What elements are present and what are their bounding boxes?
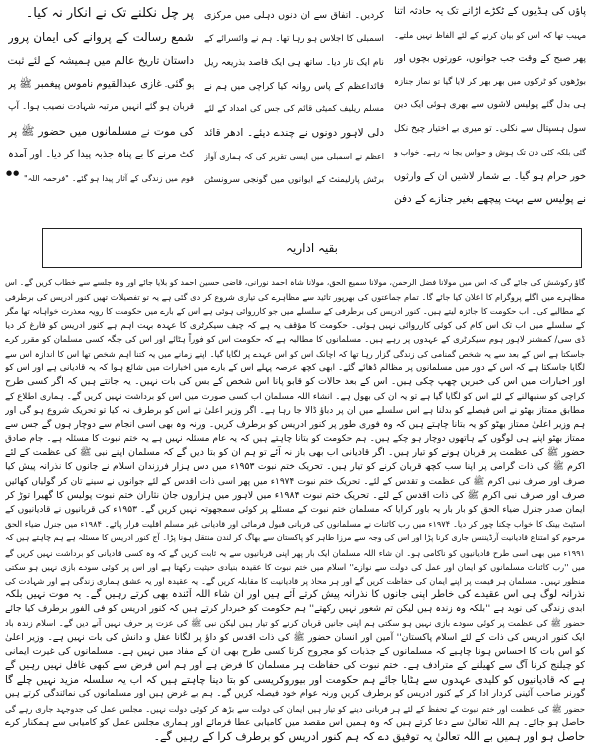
body-line: حضور ﷺ کی عظمت اور ختم نبوت کے تحفظ کے لئے ہر قربانی دینے کو تیار ہیں ایمان کی دولت سے بڑھ کر کوئی دولت نہیں۔ مجلس عمل کی جدوجہد جاری رہے گی [5, 703, 585, 714]
body-line: صرف اور صرف نبی اکرم ﷺ کی ذات اقدس کے لئے۔ تحریک ختم نبوت ۱۹۸۴ء میں لاہور میں ہزاروں جان نثاران ختم نبوت پولیس کا گھیرا توڑ کر [5, 489, 585, 501]
column-line: بوڑھوں کو ٹرکوں میں بھر بھر کر لایا گیا تو نماز جنازہ [394, 76, 586, 87]
body-line: کے سلسلے میں اب تک اس کام کی کوئی کارروائی نہیں ہوئی۔ حکومت کا مؤقف یہ ہے کہ چیف سیکرٹری کا عہدہ بہت اہم ہے کنور ادریس کو فارغ کر دیا [5, 320, 585, 331]
column-line: پر چل نکلنے تک نے انکار نہ کیا۔ [25, 6, 194, 21]
body-line: حضور ﷺ کی عظمت پر قربان ہونے کو تیار ہیں۔ اگر قادیانی اب بھی باز نہ آئے تو ہم ان کو بتا دیں گے کہ مسلمان اپنے نبی ﷺ کی عظمت کے لئے [5, 447, 585, 459]
body-line: حضور ﷺ کی عظمت پر کوئی سودے بازی نہیں ہو سکتی ہم اپنی جانیں قربان کرنے کو تیار ہیں لیکن نبی ﷺ کی عزت پر حرف نہیں آنے دیں گے۔ اسلام زندہ باد [5, 618, 585, 629]
body-text [5, 276, 585, 744]
body-line: نذرانہ لوگ ہی اس عقیدے کی خاطر اپنی جانوں کا نذرانہ پیش کرتے آئے ہیں اور ان شاء اللہ آئندہ بھی کرتے رہیں گے۔ یہ موت نہیں بلکہ [5, 589, 585, 601]
column-line: برٹش پارلیمنٹ کے ایوانوں میں گونجی سرونسٹن [204, 174, 384, 185]
body-line: اکرم ﷺ کی ذات گرامی پر اپنا سب کچھ قربان کرنے کو تیار ہیں۔ تحریک ختم نبوت ۱۹۵۳ء میں دس ہزار فرزندان اسلام نے جانوں کا نذرانہ پیش کیا [5, 461, 585, 473]
body-line: مظاہرے میں اگلے پروگرام کا اعلان کیا جائے گا۔ تمام جماعتوں کی بھرپور تائید سے مظاہرے کی تیاری شروع کر دی گئی ہے یہ تو تفصیلات تھیں کنور ادریس کی برطرفی [5, 292, 585, 303]
body-line: کے مطالبے کی۔ اب حکومت کا جائزہ لیتے ہیں۔ کنور ادریس کی برطرفی کے سلسلے میں جو کارروائی ہوئی ہے اس کے بارے میں حکومت کا رویہ معذرت خواہانہ تھا مگر [5, 306, 585, 317]
body-line: ایمان صدر جنرل ضیاء الحق کو بار بار یہ باور کرایا کہ مسلمان ختم نبوت کے مسئلے پر کوئی سمجھوتہ نہیں کریں گے۔ ۱۹۵۳ء کی قربانیوں نے قادیانیوں کے [5, 505, 585, 515]
body-line: ہے کہ قادیانیوں کو کلیدی عہدوں سے ہٹایا جائے ہم حکومت اور بیوروکریسی کو بتا دینا چاہتے ہیں کہ اب یہ سلسلہ مزید نہیں چلے گا [5, 674, 585, 687]
column-line: کٹ مرنے کا بے پناہ جذبہ پیدا کر دیا۔ اور آمدہ [8, 149, 194, 160]
body-line: اسٹیٹ بینک کا خواب چکنا چور کر دیا۔ ۱۹۷۴ء میں رب کائنات نے مسلمانوں کی قربانی قبول فرمائی اور قادیانی غیر مسلم اقلیت قرار پائے۔ ۱۹۸۴ء میں جنرل ضیاء الحق [5, 519, 585, 530]
column-right [394, 0, 586, 212]
body-line: ۱۹۹۱ء میں بھی اسی طرح قادیانیوں کو ناکامی ہو۔ ان شاء اللہ مسلمان ایک بار پھر اپنی قربانیوں سے یہ ثابت کریں گے کہ وہ کسی قادیانی کو برداشت نہیں کریں گے [5, 547, 585, 558]
body-line: لگایا جاسکتا ہے کہ اس کے دور میں مسلمانوں پر مظالم ڈھائے گئے۔ ابھی کچھ عرصہ پہلے اس کے بارے میں اخبارات میں شائع ہوا کہ یہ قادیانی ہے اور اس کو [5, 363, 585, 374]
column-line: شمع رسالت کے پروانے کی ایمان پرور [8, 29, 194, 44]
column-line: قربان ہو گئے انہیں مرتبہ شہادت نصیب ہوا۔ آپ [8, 102, 194, 112]
column-line: خور حرام ہو گیا۔ بے شمار لاشیں ان کے وارثوں [394, 170, 586, 182]
body-line: ڈی سی/ کمشنر لاہور ہوم سیکرٹری کے عہدوں پر رہے ہیں۔ مسلمانوں کا مطالبہ ہے کہ حکومت اس کو فوراً ہٹائے اور اس کی جگہ کسی مسلمان کو مقرر کرے [5, 334, 585, 345]
column-line: مہیب تھا کہ اس کو بیان کرنے کے لئے الفاظ نہیں ملتے۔ [394, 29, 586, 40]
body-line: ممتاز بھٹو اپنے ہی لوگوں کے ہاتھوں دوچار ہو چکے ہیں۔ ہم حکومت کو بتانا چاہتے ہیں کہ یہ عام مسئلہ نہیں ہے یہ ختم نبوت کا مسئلہ ہے۔ جام صادق [5, 434, 585, 445]
body-line: کو اس بات کا احساس ہونا چاہیے کہ مسلمانوں کے جذبات کو مجروح کرنا کسی طرح بھی ان کے مفاد میں نہیں ہے۔ مسلمانوں کی غیرت ایمانی [5, 645, 585, 657]
column-line: دلی لاہور دونوں نے چندے دیئے۔ ادھر قائد [204, 126, 384, 139]
column-left [8, 2, 194, 190]
column-line: پھر صبح کے وقت جب جوانوں، عورتوں بچوں اور [394, 53, 586, 64]
column-line: داستان تاریخ عالم میں ہمیشہ کے لئے ثبت [8, 54, 194, 67]
body-line: جاسکتا ہے اس کے بعد سے یہ شخص گمنامی کی زندگی گزار رہا تھا کہ اچانک اس کو اس عہدے پر لگایا گیا۔ اپنے زمانے میں یہ کتنا اہم شخص تھا اس کا اندازہ اس سے [5, 348, 585, 359]
column-line: کی موت نے مسلمانوں میں حضور ﷺ پر [8, 124, 194, 138]
end-of-article-mark: ●● [6, 169, 21, 177]
column-line: سول ہسپتال سے نکلی۔ تو میری بے اختیار چیخ نکل [394, 123, 586, 134]
section-title: بقیہ اداریہ [285, 241, 339, 255]
body-line: حاصل ہو جائے۔ ہم اللہ تعالیٰ سے دعا کرتے ہیں کہ وہ ہمیں اس مقصد میں کامیابی عطا فرمائے اور ہماری مجلس عمل کو کامیابی سے ہمکنار کرے [5, 716, 585, 728]
body-line: ایک کنور ادریس کی ذات کے لئے اسلام پاکستان'' آمین اور انسان حضور ﷺ کی ذات اقدس کو داؤ پر لگانا عقل و دانش کی بات نہیں ہے۔ وزیر اعلیٰ [5, 631, 585, 643]
column-line: اعظم نے اسمبلی میں ایسی تقریر کی کہ ہماری آواز [204, 152, 384, 161]
section-box [42, 228, 582, 268]
body-line: منظور نہیں۔ مسلمان ہر قیمت پر اپنے ایمان کی حفاظت کریں گے اور ہر محاذ پر قادیانیت کا مقابلہ کریں گے۔ یہ عقیدہ اور یہ عشق ہماری زندگی ہے اور شہادت کی [5, 575, 585, 586]
column-line: قوم میں زندگی کے آثار پیدا ہو گئے۔ "فرحمہ اللہ" [24, 173, 194, 183]
column-line: گئی بلکہ کئی دن تک ہوش و حواس بجا نہ رہے۔ خواب و [394, 148, 586, 157]
column-line: مسلم ریلیف کمیٹی قائم کی جس کی امداد کے لئے [204, 104, 384, 114]
body-line: صرف اور صرف نبی اکرم ﷺ کی عظمت و تقدس کے لئے۔ تحریک ختم نبوت ۱۹۷۴ء میں پھر اسی ذات اقدس کے لئے جوانوں نے سینے تان کر گولیاں کھائیں [5, 476, 585, 487]
body-line: حاصل ہو اور ہمیں بے اللہ تعالیٰ یہ توفیق دے کہ ہم کنور ادریس کو برطرف کرا کے رہیں گے۔ [153, 730, 585, 743]
body-line: ابدی زندگی کی نوید ہے ''بلکہ وہ زندہ ہیں لیکن تم شعور نہیں رکھتے'' ہم حکومت کو خبردار کرتے ہیں کہ کنور ادریس کو فی الفور برطرف کیا جائے [5, 603, 585, 615]
column-line: نام ایک تار دیا۔ ساتھ ہی ایک قاصد بذریعہ ریل [204, 57, 384, 68]
body-line: کو چیلنج کرنا آگ سے کھیلنے کے مترادف ہے۔ ختم نبوت کی حفاظت ہر مسلمان کا فرض ہے اور ہم اس فرض سے کبھی غافل نہیں رہیں گے [5, 660, 585, 672]
body-line: مطابق ممتاز بھٹو نے اس فیصلے کو بدلنا ہے اس سلسلے میں ان پر دباؤ ڈالا جا رہا ہے۔ اگر وزیر اعلیٰ نے اس کو برطرف نہ کیا تو تحریک شروع ہو گی اور [5, 405, 585, 416]
body-line: گاؤ رکوشش کی جائے گی کہ اس میں مولانا فضل الرحمن، مولانا سمیع الحق، مولانا شاہ احمد نورانی، قاضی حسین احمد کو بلایا جائے اور وہ جلسے سے خطاب کریں گے۔ اس [5, 278, 585, 287]
body-line: میں ''رب کائنات مسلمانوں کو ایمان اور عمل کی دولت سے نوازے'' اسلام میں ختم نبوت کا عقیدہ بنیادی حیثیت رکھتا ہے اور اس پر کوئی سودے بازی نہیں ہو سکتی [5, 561, 585, 572]
column-line: قائداعظم کے پاس روانہ کیا کراچی میں ہم نے [204, 80, 384, 92]
column-line: پاؤں کی ہڈیوں کے ٹکڑے اڑانے تک یہ حادثہ اتنا [394, 6, 586, 17]
column-line: کردیں۔ اتفاق سے ان دنوں دہلی میں مرکزی [204, 10, 384, 21]
column-line: ہی بدل گئے پولیس لاشوں سے بھری ہوئی ایک دین [394, 100, 586, 110]
body-line: مرحوم کو امتناع قادیانیت آرڈیننس جاری کرنا پڑا اور اس کی وجہ سے مرزا طاہر کو پاکستان سے بھاگ کر لندن منتقل ہونا پڑا۔ آج کنور ادریس کا مسئلہ ہے ہم چاہتے ہیں کہ [5, 533, 585, 543]
body-line: گورنر صاحب آئینی کردار ادا کر کے کنور ادریس کو برطرف کریں ورنہ عوام خود فیصلہ کریں گے۔ ہم بے غرض ہیں اور مسلمانوں کی نمائندگی کرتے ہیں [5, 689, 585, 700]
column-line: ہو گئی۔ غازی عبدالقیوم ناموس پیغمبر ﷺ پر [8, 77, 194, 90]
column-middle [204, 4, 384, 192]
body-line: ہم وزیر اعلیٰ ممتاز بھٹو کو یہ بتانا چاہتے ہیں کہ وہ فوری طور پر کنور ادریس کو برطرف کریں۔ ورنہ وہ بھی اسی انجام سے دوچار ہوں گے جس سے [5, 418, 585, 430]
body-line: اور اخبارات میں اس کی خبریں چھپ چکی ہیں۔ اس کے بعد حالات کو قابو پانا اس شخص کے بس کی بات نہیں۔ یہ جانتے ہیں کہ اگر کسی طرح [5, 376, 585, 388]
body-line: کراچی کو سنبھالنے کے لئے اس کو لگایا گیا ہے تو یہ ان کی بھول ہے۔ انشاء اللہ مسلمان اب کسی صورت میں اس کو برداشت نہیں کریں گے۔ ہماری اطلاع کے [5, 391, 585, 402]
column-line: اسمبلی کا اجلاس ہو رہا تھا۔ ہم نے وائسرائے کے [204, 33, 384, 44]
column-line: نے پولیس سے بہت پیچھے بغیر جنازے کے دفن [394, 193, 586, 205]
